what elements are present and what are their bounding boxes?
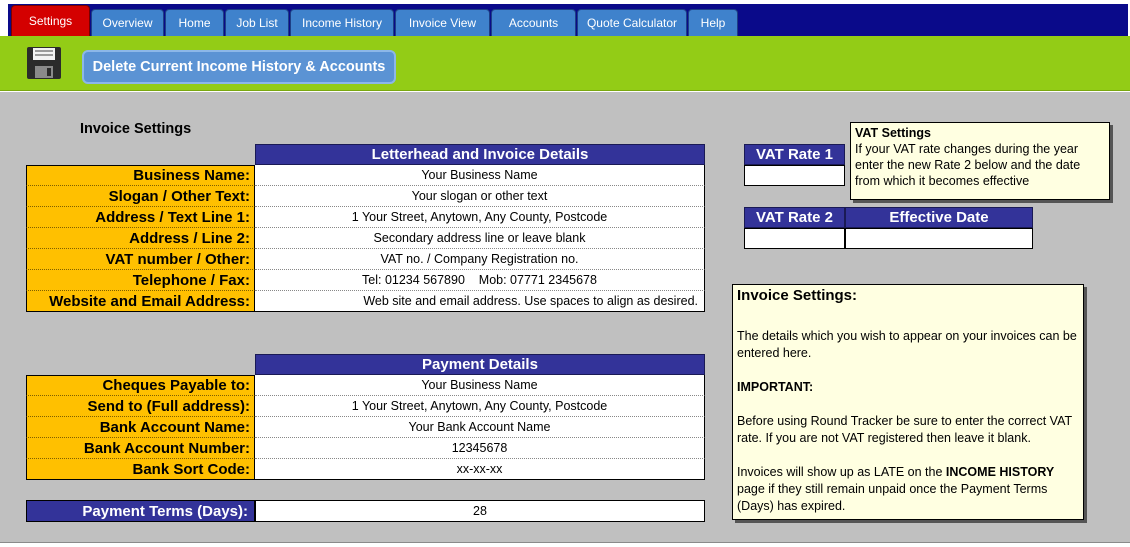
website-email-field[interactable]: Web site and email address. Use spaces to align as desired. xyxy=(255,291,705,312)
slogan-field[interactable]: Your slogan or other text xyxy=(255,186,705,207)
tab-invoice-view[interactable]: Invoice View xyxy=(395,9,490,36)
letterhead-header: Letterhead and Invoice Details xyxy=(255,144,705,165)
business-name-label: Business Name: xyxy=(26,165,255,186)
tab-settings[interactable]: Settings xyxy=(11,5,90,36)
vat-rate1-field[interactable] xyxy=(744,165,845,186)
payment-terms-label: Payment Terms (Days): xyxy=(26,500,255,522)
tab-overview[interactable]: Overview xyxy=(91,9,164,36)
info-note-para3-a: Invoices will show up as LATE on the xyxy=(737,465,946,479)
vat-number-field[interactable]: VAT no. / Company Registration no. xyxy=(255,249,705,270)
payment-details-header: Payment Details xyxy=(255,354,705,375)
website-email-label: Website and Email Address: xyxy=(26,291,255,312)
bottom-border xyxy=(0,542,1130,547)
address-line1-label: Address / Text Line 1: xyxy=(26,207,255,228)
address-line2-label: Address / Line 2: xyxy=(26,228,255,249)
bank-account-name-field[interactable]: Your Bank Account Name xyxy=(255,417,705,438)
effective-date-header: Effective Date xyxy=(845,207,1033,228)
telephone-label: Telephone / Fax: xyxy=(26,270,255,291)
info-note-para3-bold: INCOME HISTORY xyxy=(945,465,1055,479)
info-note-para2: Before using Round Tracker be sure to enter the correct VAT rate. If you are not VAT registered then leave it blank. xyxy=(737,414,1072,445)
vat-settings-note xyxy=(850,122,1110,200)
tab-accounts[interactable]: Accounts xyxy=(491,9,576,36)
info-note-para3 xyxy=(737,464,1079,515)
cheques-payable-label: Cheques Payable to: xyxy=(26,375,255,396)
vat-note-title: VAT Settings xyxy=(855,126,931,140)
tab-bar xyxy=(0,0,1130,36)
effective-date-field[interactable] xyxy=(845,228,1033,249)
address-line2-field[interactable]: Secondary address line or leave blank xyxy=(255,228,705,249)
send-to-field[interactable]: 1 Your Street, Anytown, Any County, Postcode xyxy=(255,396,705,417)
bank-sort-code-label: Bank Sort Code: xyxy=(26,459,255,480)
info-note-para1: The details which you wish to appear on your invoices can be entered here. xyxy=(737,329,1077,360)
address-line1-field[interactable]: 1 Your Street, Anytown, Any County, Postcode xyxy=(255,207,705,228)
payment-terms-field[interactable]: 28 xyxy=(255,500,705,522)
bank-sort-code-field[interactable]: xx-xx-xx xyxy=(255,459,705,480)
delete-income-history-button[interactable]: Delete Current Income History & Accounts xyxy=(82,50,396,84)
business-name-field[interactable]: Your Business Name xyxy=(255,165,705,186)
info-note-title: Invoice Settings: xyxy=(737,287,858,304)
tab-home[interactable]: Home xyxy=(165,9,224,36)
vat-rate2-header: VAT Rate 2 xyxy=(744,207,845,228)
toolbar xyxy=(0,36,1130,91)
bank-account-name-label: Bank Account Name: xyxy=(26,417,255,438)
invoice-settings-note xyxy=(732,284,1084,520)
info-note-para3-b: page if they still remain unpaid once the Payment Terms (Days) has expired. xyxy=(737,482,1048,513)
floppy-disk-icon[interactable] xyxy=(26,46,62,80)
bank-account-number-field[interactable]: 12345678 xyxy=(255,438,705,459)
tab-quote-calculator[interactable]: Quote Calculator xyxy=(577,9,687,36)
invoice-settings-title: Invoice Settings xyxy=(80,121,192,137)
vat-number-label: VAT number / Other: xyxy=(26,249,255,270)
telephone-field[interactable]: Tel: 01234 567890 Mob: 07771 2345678 xyxy=(255,270,705,291)
tab-income-history[interactable]: Income History xyxy=(290,9,394,36)
tab-help[interactable]: Help xyxy=(688,9,738,36)
cheques-payable-field[interactable]: Your Business Name xyxy=(255,375,705,396)
bank-account-number-label: Bank Account Number: xyxy=(26,438,255,459)
tab-job-list[interactable]: Job List xyxy=(225,9,289,36)
info-note-important: IMPORTANT: xyxy=(737,380,814,394)
vat-note-text: If your VAT rate changes during the year enter the new Rate 2 below and the date from which it becomes effective xyxy=(855,142,1081,188)
vat-rate1-header: VAT Rate 1 xyxy=(744,144,845,165)
send-to-label: Send to (Full address): xyxy=(26,396,255,417)
vat-rate2-field[interactable] xyxy=(744,228,845,249)
slogan-label: Slogan / Other Text: xyxy=(26,186,255,207)
